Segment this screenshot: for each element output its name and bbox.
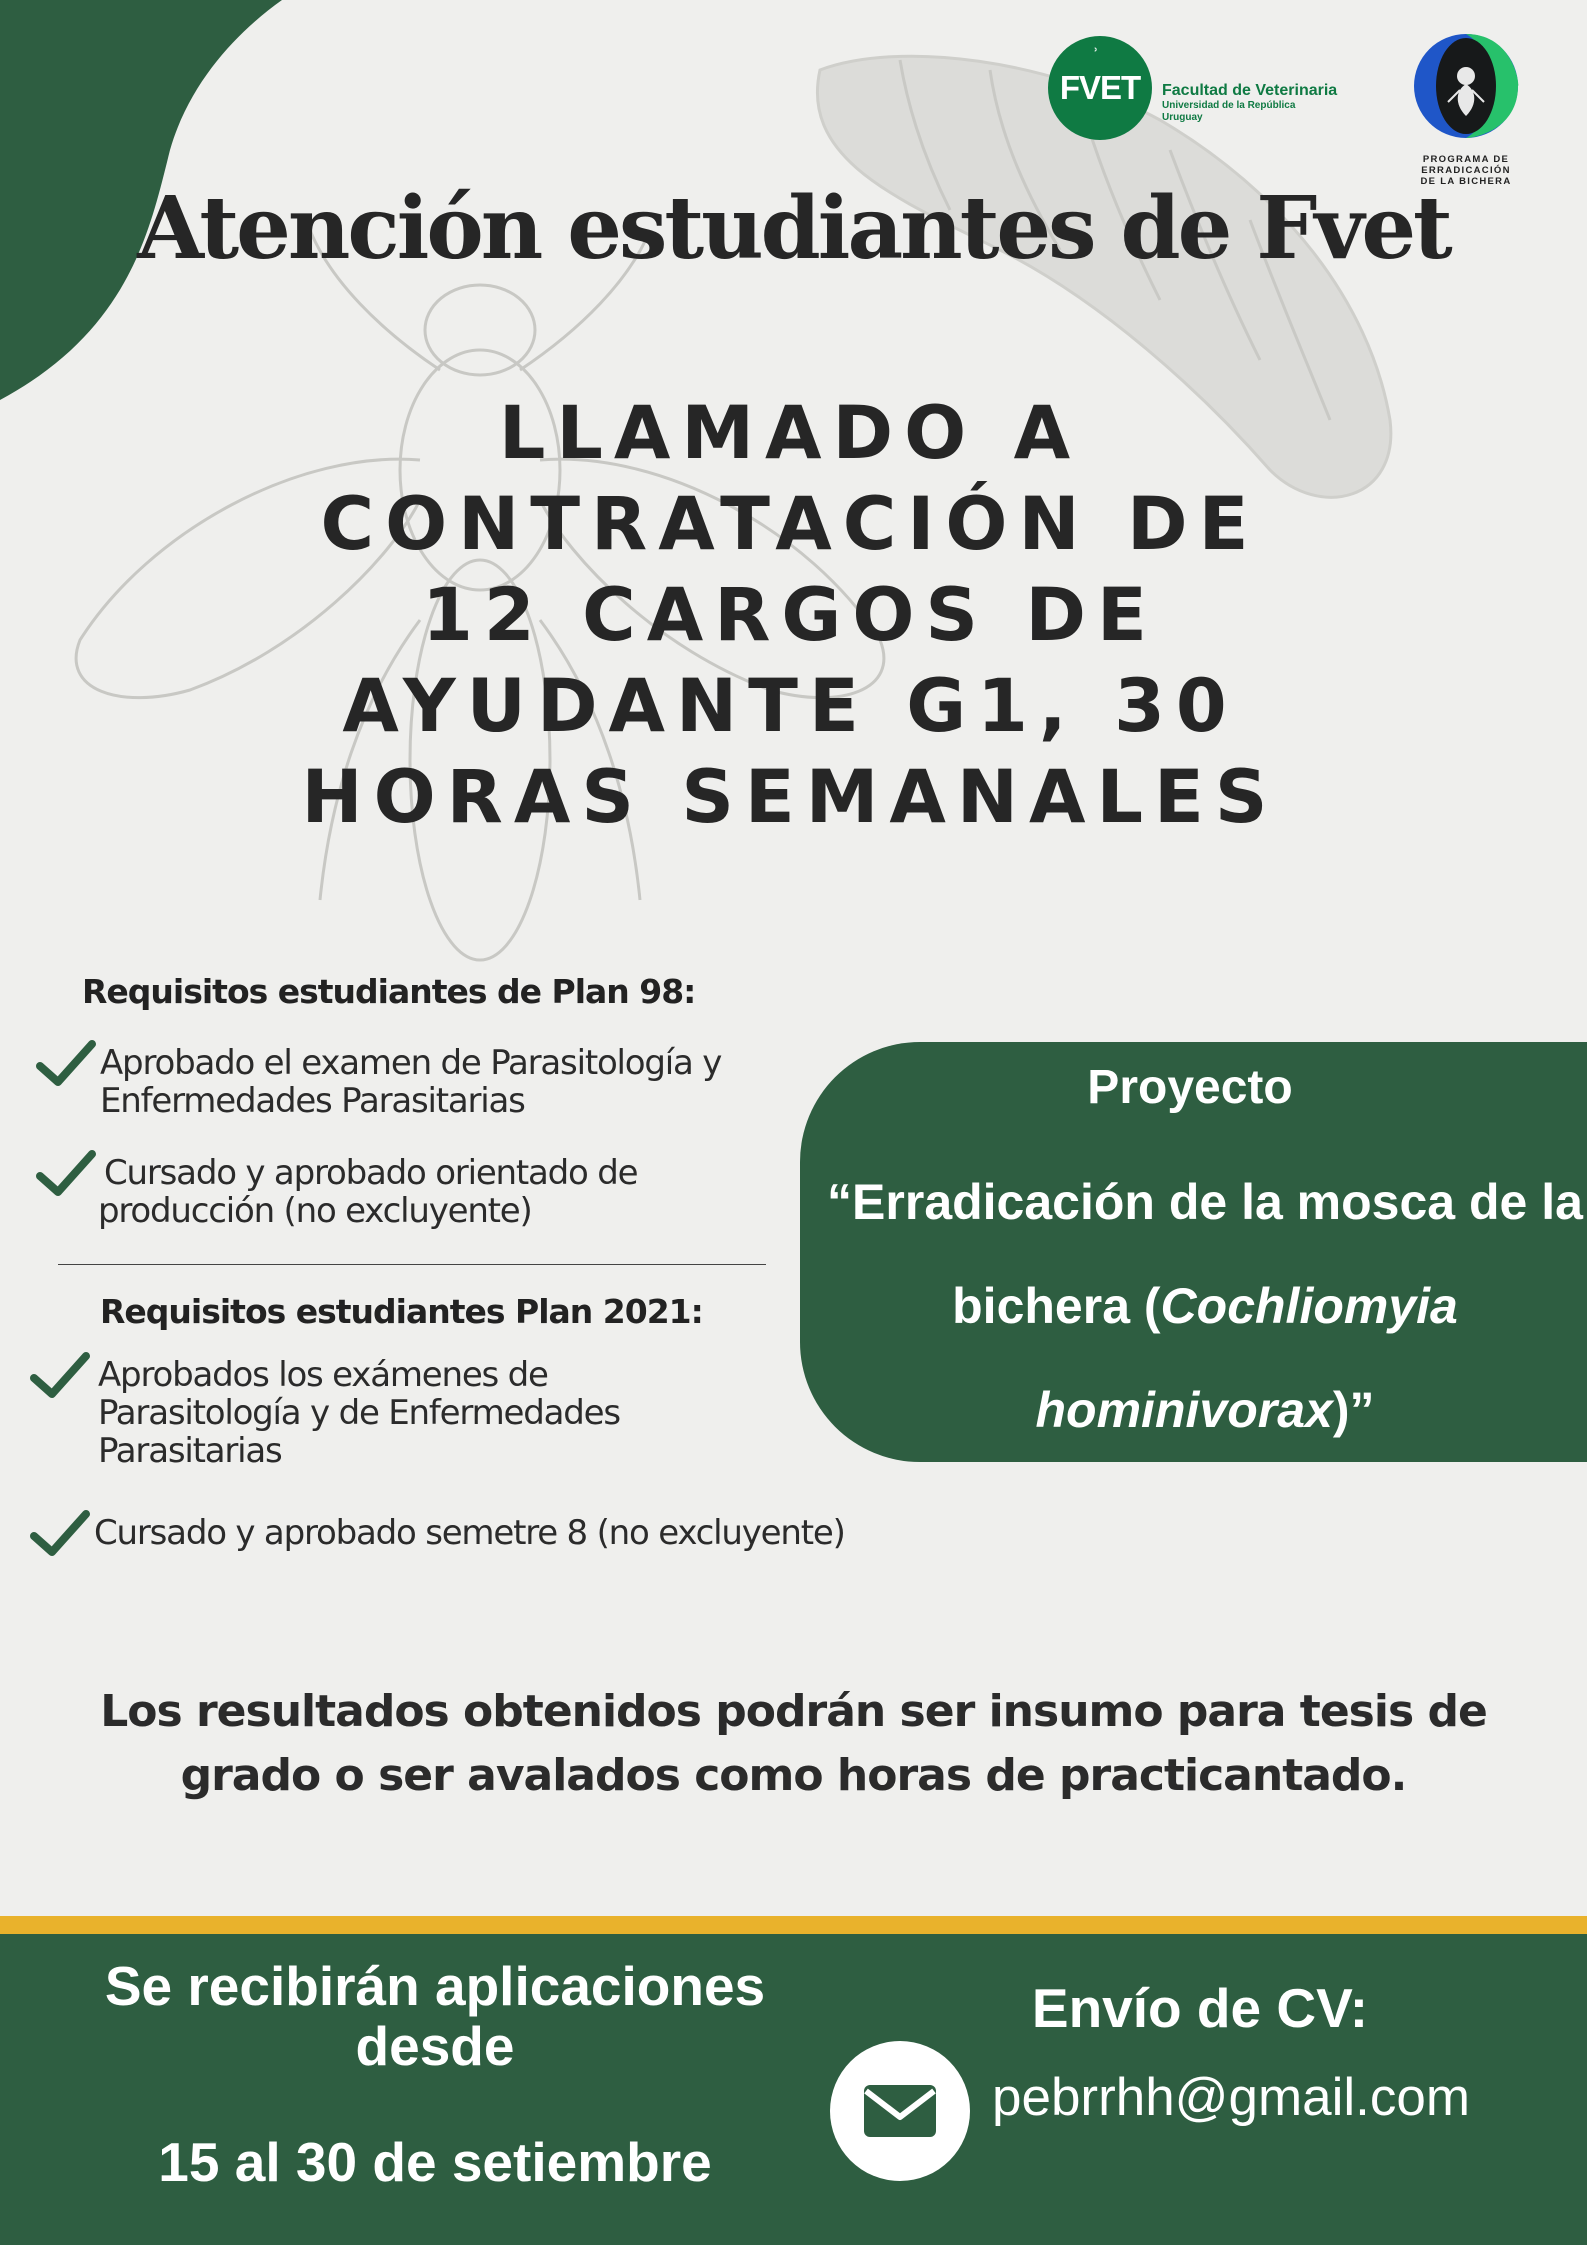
fvet-abbreviation: FVET [1059, 69, 1141, 106]
plan98-requirements-heading: Requisitos estudiantes de Plan 98: [82, 972, 696, 1011]
program-name-line-1: PROGRAMA DE [1422, 154, 1510, 165]
serpent-staff-icon: ʾ [1092, 44, 1099, 69]
project-box [800, 1042, 1587, 1462]
requirement-text: Enfermedades Parasitarias [100, 1081, 525, 1121]
requirement-text: Aprobado el examen de Parasitología y [100, 1043, 722, 1083]
call-heading-line-3: 12 CARGOS DE [422, 573, 1158, 658]
email-icon [830, 2041, 970, 2181]
requirement-text: Cursado y aprobado orientado de [104, 1153, 638, 1193]
section-divider [58, 1264, 766, 1265]
footer-accent-stripe [0, 1916, 1587, 1934]
fvet-country: Uruguay [1162, 112, 1203, 123]
page-title: Atención estudiantes de Fvet [137, 178, 1450, 279]
checkmark-icon [36, 1040, 96, 1090]
call-heading-line-5: HORAS SEMANALES [301, 755, 1279, 840]
checkmark-icon [36, 1150, 96, 1200]
project-title-closing: )” [1332, 1382, 1375, 1438]
program-logo [1404, 30, 1528, 195]
project-title [820, 1150, 1587, 1462]
requirement-text: Parasitarias [98, 1431, 282, 1471]
project-label: Proyecto [1087, 1061, 1293, 1114]
program-name-line-2: ERRADICACIÓN [1421, 165, 1511, 176]
project-title-text: “Erradicación de la mosca de la bichera ( [827, 1174, 1583, 1334]
fvet-university-name: Universidad de la República [1162, 100, 1296, 111]
checkmark-icon [30, 1352, 90, 1402]
plan2021-requirements-heading: Requisitos estudiantes Plan 2021: [100, 1292, 703, 1331]
call-heading [160, 388, 1420, 843]
requirement-text: Parasitología y de Enfermedades [98, 1393, 620, 1433]
contact-email[interactable]: pebrrhh@gmail.com [992, 2068, 1470, 2127]
requirement-text: Aprobados los exámenes de [98, 1355, 548, 1395]
fvet-logo [1048, 36, 1348, 144]
call-heading-line-1: LLAMADO A [498, 391, 1082, 476]
applications-text: Se recibirán aplicaciones desde [104, 1955, 766, 2077]
checkmark-icon [30, 1510, 90, 1560]
application-dates: 15 al 30 de setiembre [158, 2131, 712, 2193]
program-name-line-3: DE LA BICHERA [1420, 176, 1512, 187]
call-heading-line-2: CONTRATACIÓN DE [320, 482, 1260, 567]
footer [0, 1934, 1587, 2245]
cv-label: Envío de CV: [1031, 1977, 1369, 2039]
results-note: Los resultados obtenidos podrán ser insumo para tesis de grado o ser avalados como horas de practicantado. [100, 1686, 1487, 1801]
requirement-text: producción (no excluyente) [98, 1191, 532, 1231]
project-species-name: Cochliomyia hominivorax [1035, 1278, 1458, 1438]
fvet-emblem [1048, 36, 1152, 140]
fvet-faculty-name: Facultad de Veterinaria [1162, 82, 1338, 99]
call-heading-line-4: AYUDANTE G1, 30 [342, 664, 1238, 749]
fly-emblem-icon [1404, 30, 1528, 150]
requirement-text: Cursado y aprobado semetre 8 (no excluyente) [94, 1513, 845, 1553]
